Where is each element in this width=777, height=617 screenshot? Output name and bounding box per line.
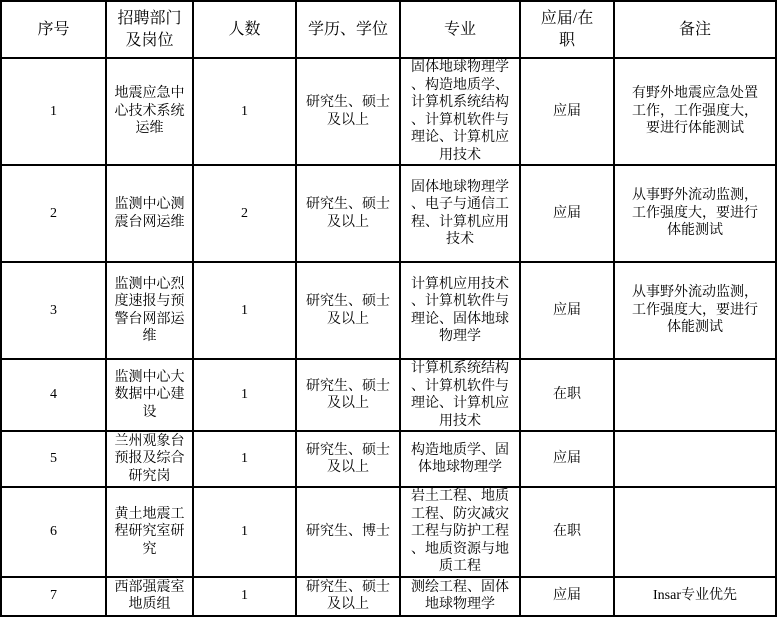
cell-seq: 5 — [1, 431, 106, 487]
cell-remark: 有野外地震应急处置 工作，工作强度大， 要进行体能测试 — [614, 58, 776, 165]
cell-status: 在职 — [520, 487, 614, 577]
header-major: 专业 — [400, 1, 520, 58]
cell-position: 监测中心大 数据中心建 设 — [106, 359, 193, 431]
cell-count: 1 — [193, 58, 296, 165]
cell-count: 1 — [193, 577, 296, 616]
cell-position: 监测中心烈 度速报与预 警台网部运 维 — [106, 262, 193, 359]
cell-degree: 研究生、硕士 及以上 — [296, 431, 400, 487]
cell-major: 固体地球物理学 、电子与通信工 程、计算机应用 技术 — [400, 165, 520, 262]
table-row — [1, 487, 776, 577]
cell-status: 应届 — [520, 165, 614, 262]
cell-remark: 从事野外流动监测， 工作强度大，要进行 体能测试 — [614, 165, 776, 262]
cell-seq: 6 — [1, 487, 106, 577]
cell-seq: 7 — [1, 577, 106, 616]
cell-major: 构造地质学、固 体地球物理学 — [400, 431, 520, 487]
cell-status: 在职 — [520, 359, 614, 431]
header-department-position: 招聘部门 及岗位 — [106, 1, 193, 58]
cell-degree: 研究生、硕士 及以上 — [296, 262, 400, 359]
header-status: 应届/在 职 — [520, 1, 614, 58]
cell-degree: 研究生、硕士 及以上 — [296, 58, 400, 165]
cell-major: 岩土工程、地质 工程、防灾减灾 工程与防护工程 、地质资源与地 质工程 — [400, 487, 520, 577]
cell-degree: 研究生、博士 — [296, 487, 400, 577]
header-seq: 序号 — [1, 1, 106, 58]
header-remark: 备注 — [614, 1, 776, 58]
cell-position: 监测中心测 震台网运维 — [106, 165, 193, 262]
cell-status: 应届 — [520, 431, 614, 487]
cell-remark — [614, 431, 776, 487]
table-row — [1, 262, 776, 359]
cell-position: 黄土地震工 程研究室研 究 — [106, 487, 193, 577]
cell-status: 应届 — [520, 262, 614, 359]
cell-degree: 研究生、硕士 及以上 — [296, 577, 400, 616]
cell-count: 2 — [193, 165, 296, 262]
cell-remark: 从事野外流动监测， 工作强度大，要进行 体能测试 — [614, 262, 776, 359]
cell-remark: Insar专业优先 — [614, 577, 776, 616]
header-row — [1, 1, 776, 58]
table-row — [1, 577, 776, 616]
cell-seq: 4 — [1, 359, 106, 431]
table-row — [1, 165, 776, 262]
header-count: 人数 — [193, 1, 296, 58]
cell-degree: 研究生、硕士 及以上 — [296, 165, 400, 262]
cell-count: 1 — [193, 487, 296, 577]
cell-count: 1 — [193, 262, 296, 359]
cell-status: 应届 — [520, 577, 614, 616]
cell-position: 兰州观象台 预报及综合 研究岗 — [106, 431, 193, 487]
cell-seq: 2 — [1, 165, 106, 262]
cell-remark — [614, 359, 776, 431]
table-row — [1, 58, 776, 165]
cell-major: 计算机系统结构 、计算机软件与 理论、计算机应 用技术 — [400, 359, 520, 431]
cell-count: 1 — [193, 359, 296, 431]
cell-position: 地震应急中 心技术系统 运维 — [106, 58, 193, 165]
cell-remark — [614, 487, 776, 577]
cell-position: 西部强震室 地质组 — [106, 577, 193, 616]
cell-major: 计算机应用技术 、计算机软件与 理论、固体地球 物理学 — [400, 262, 520, 359]
cell-degree: 研究生、硕士 及以上 — [296, 359, 400, 431]
cell-major: 测绘工程、固体 地球物理学 — [400, 577, 520, 616]
header-degree: 学历、学位 — [296, 1, 400, 58]
table-row — [1, 431, 776, 487]
cell-status: 应届 — [520, 58, 614, 165]
cell-count: 1 — [193, 431, 296, 487]
cell-major: 固体地球物理学 、构造地质学、 计算机系统结构 、计算机软件与 理论、计算机应 用技术 — [400, 58, 520, 165]
table-row — [1, 359, 776, 431]
cell-seq: 1 — [1, 58, 106, 165]
cell-seq: 3 — [1, 262, 106, 359]
